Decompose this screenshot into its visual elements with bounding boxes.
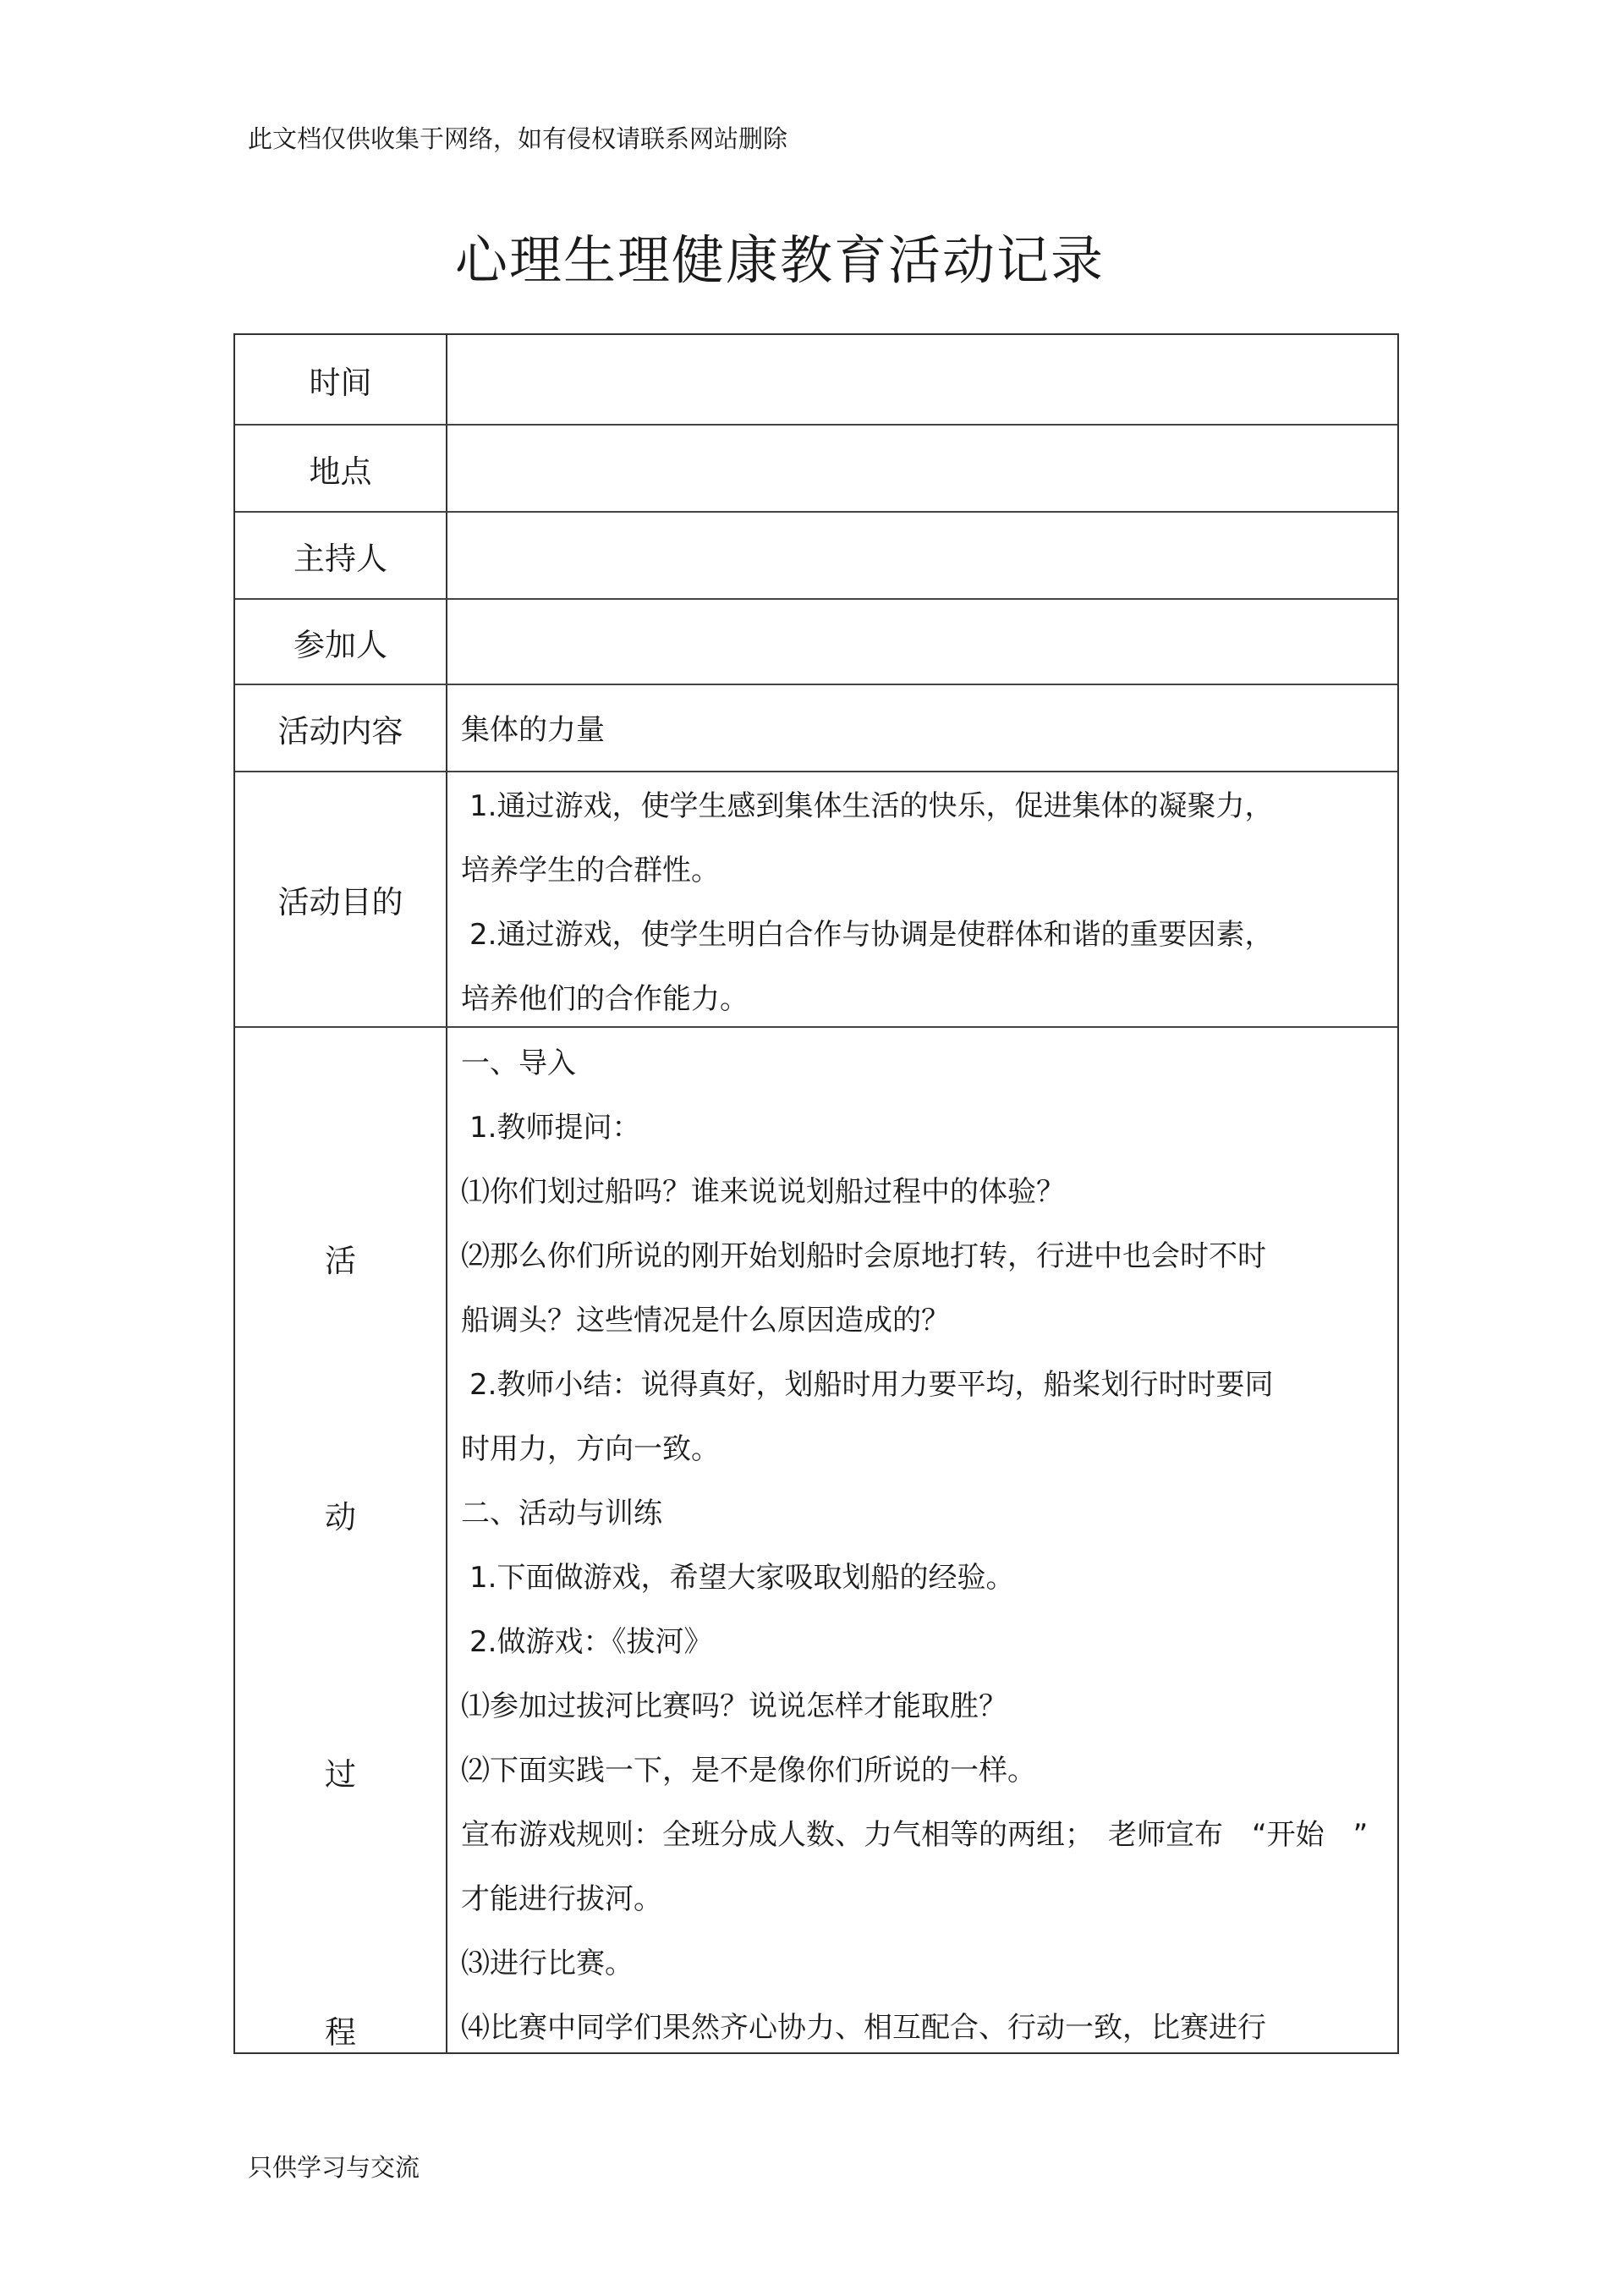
page-title-text: 心理生理健康教育活动记录 [454, 229, 1105, 291]
process-line: 一、导入 [461, 1046, 576, 1080]
process-line: 2.做游戏：《拔河》 [469, 1625, 713, 1659]
process-line: ⑵下面实践一下，是不是像你们所说的一样。 [461, 1754, 1036, 1788]
process-line: ⑴你们划过船吗？谁来说说划船过程中的体验？ [461, 1175, 1065, 1209]
row-label: 活动内容 [235, 685, 447, 771]
process-line: 船调头？这些情况是什么原因造成的？ [461, 1304, 950, 1338]
process-line: 才能进行拔河。 [461, 1882, 662, 1916]
row-label: 时间 [235, 335, 447, 424]
process-label [235, 1028, 447, 2052]
process-line: 1.下面做游戏，希望大家吸取划船的经验。 [469, 1561, 1015, 1595]
participants-value[interactable] [447, 600, 1397, 684]
process-line: 2.教师小结：说得真好，划船时用力要平均，船桨划行时时要同 [469, 1368, 1274, 1402]
row-process [235, 1026, 1397, 2052]
process-line: 时用力，方向一致。 [461, 1432, 720, 1466]
purpose-line: 培养他们的合作能力。 [461, 982, 749, 1016]
row-time [235, 335, 1397, 424]
purpose-value [447, 772, 1397, 1026]
process-label-char: 动 [325, 1499, 356, 1535]
row-label: 活动目的 [235, 772, 447, 1026]
row-place [235, 424, 1397, 511]
process-value [447, 1028, 1397, 2052]
process-line: 二、活动与训练 [461, 1497, 662, 1530]
time-value[interactable] [447, 335, 1397, 424]
purpose-line: 培养学生的合群性。 [461, 854, 720, 887]
purpose-line: 2.通过游戏，使学生明白合作与协调是使群体和谐的重要因素， [469, 918, 1274, 952]
header-notice: 此文档仅供收集于网络，如有侵权请联系网站删除 [248, 124, 788, 153]
row-participants [235, 598, 1397, 684]
footer-note: 只供学习与交流 [248, 2153, 420, 2182]
process-label-char: 活 [325, 1243, 356, 1279]
content-value: 集体的力量 [461, 713, 605, 747]
process-line: ⑷比赛中同学们果然齐心协力、相互配合、行动一致，比赛进行 [461, 2011, 1266, 2045]
process-line: 1.教师提问： [469, 1111, 641, 1145]
row-purpose [235, 771, 1397, 1026]
process-label-char: 程 [325, 2014, 356, 2051]
row-host [235, 511, 1397, 598]
process-line: 宣布游戏规则：全班分成人数、力气相等的两组； 老师宣布 “开始 ” [461, 1818, 1369, 1852]
row-label: 主持人 [235, 513, 447, 598]
row-label: 参加人 [235, 600, 447, 684]
process-label-char: 过 [325, 1756, 356, 1793]
process-line: ⑶进行比赛。 [461, 1947, 634, 1980]
process-line: ⑴参加过拔河比赛吗？说说怎样才能取胜？ [461, 1689, 1007, 1723]
page-title [0, 218, 1624, 294]
row-label: 地点 [235, 426, 447, 511]
place-value[interactable] [447, 426, 1397, 511]
record-table [233, 333, 1399, 2054]
host-value[interactable] [447, 513, 1397, 598]
process-line: ⑵那么你们所说的刚开始划船时会原地打转，行进中也会时不时 [461, 1239, 1266, 1273]
row-content [235, 684, 1397, 771]
purpose-line: 1.通过游戏，使学生感到集体生活的快乐，促进集体的凝聚力， [469, 789, 1274, 823]
